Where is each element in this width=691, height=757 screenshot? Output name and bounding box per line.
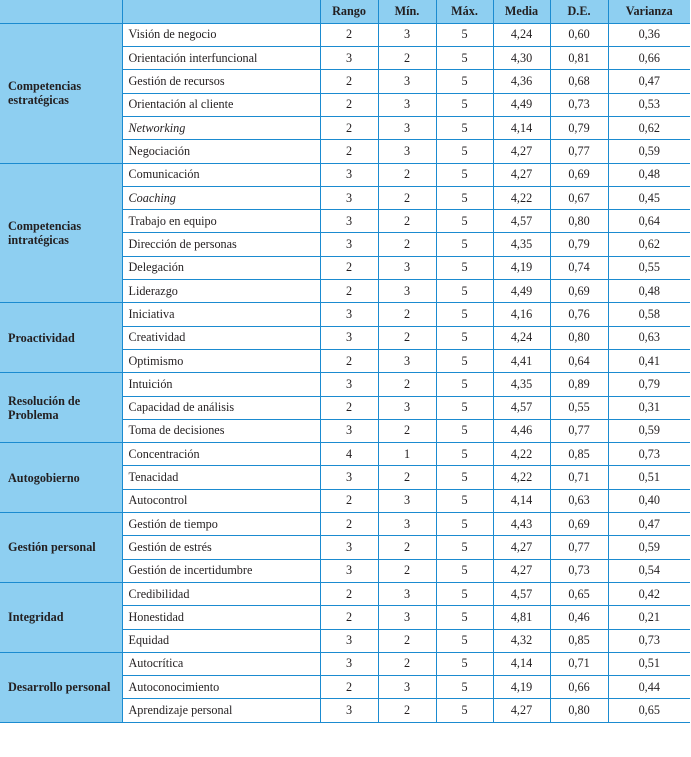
item-cell: Optimismo [122,349,320,372]
max-cell: 5 [436,419,493,442]
min-cell: 2 [378,303,436,326]
de-cell: 0,71 [550,466,608,489]
item-cell: Dirección de personas [122,233,320,256]
de-cell: 0,69 [550,280,608,303]
varianza-cell: 0,59 [608,419,690,442]
varianza-cell: 0,65 [608,699,690,722]
rango-cell: 2 [320,70,378,93]
max-cell: 5 [436,536,493,559]
max-cell: 5 [436,606,493,629]
category-cell: Autogobierno [0,443,122,513]
rango-cell: 3 [320,47,378,70]
item-cell: Intuición [122,373,320,396]
media-cell: 4,49 [493,93,550,116]
table-row [0,652,690,675]
min-cell: 2 [378,536,436,559]
item-cell: Toma de decisiones [122,419,320,442]
media-cell: 4,27 [493,536,550,559]
min-cell: 3 [378,256,436,279]
varianza-cell: 0,62 [608,116,690,139]
item-cell: Gestión de tiempo [122,513,320,536]
max-cell: 5 [436,256,493,279]
varianza-cell: 0,40 [608,489,690,512]
media-cell: 4,14 [493,489,550,512]
min-cell: 2 [378,210,436,233]
varianza-cell: 0,59 [608,140,690,163]
min-cell: 3 [378,489,436,512]
rango-cell: 2 [320,140,378,163]
de-cell: 0,79 [550,233,608,256]
table-row [0,582,690,605]
de-cell: 0,60 [550,23,608,46]
varianza-cell: 0,58 [608,303,690,326]
rango-cell: 2 [320,582,378,605]
media-cell: 4,57 [493,582,550,605]
rango-cell: 3 [320,536,378,559]
rango-cell: 3 [320,163,378,186]
max-cell: 5 [436,466,493,489]
rango-cell: 4 [320,443,378,466]
de-cell: 0,79 [550,116,608,139]
category-cell: Integridad [0,582,122,652]
de-cell: 0,69 [550,513,608,536]
item-cell: Coaching [122,186,320,209]
max-cell: 5 [436,47,493,70]
header-row [0,0,690,23]
item-cell: Equidad [122,629,320,652]
item-cell: Trabajo en equipo [122,210,320,233]
media-cell: 4,81 [493,606,550,629]
max-cell: 5 [436,652,493,675]
max-cell: 5 [436,396,493,419]
varianza-cell: 0,36 [608,23,690,46]
max-cell: 5 [436,629,493,652]
media-cell: 4,46 [493,419,550,442]
rango-cell: 3 [320,233,378,256]
max-cell: 5 [436,116,493,139]
rango-cell: 3 [320,699,378,722]
item-cell: Orientación al cliente [122,93,320,116]
rango-cell: 2 [320,513,378,536]
min-cell: 3 [378,70,436,93]
min-cell: 2 [378,466,436,489]
media-cell: 4,27 [493,559,550,582]
max-cell: 5 [436,140,493,163]
max-cell: 5 [436,163,493,186]
de-cell: 0,63 [550,489,608,512]
item-cell: Honestidad [122,606,320,629]
min-cell: 3 [378,140,436,163]
table-row [0,23,690,46]
media-cell: 4,57 [493,210,550,233]
max-cell: 5 [436,349,493,372]
de-cell: 0,69 [550,163,608,186]
rango-cell: 3 [320,186,378,209]
varianza-cell: 0,41 [608,349,690,372]
header-rango: Rango [320,0,378,23]
media-cell: 4,22 [493,186,550,209]
rango-cell: 2 [320,676,378,699]
max-cell: 5 [436,210,493,233]
de-cell: 0,68 [550,70,608,93]
min-cell: 2 [378,326,436,349]
de-cell: 0,65 [550,582,608,605]
rango-cell: 2 [320,349,378,372]
varianza-cell: 0,48 [608,163,690,186]
de-cell: 0,80 [550,210,608,233]
de-cell: 0,74 [550,256,608,279]
max-cell: 5 [436,559,493,582]
max-cell: 5 [436,186,493,209]
de-cell: 0,77 [550,536,608,559]
media-cell: 4,27 [493,163,550,186]
max-cell: 5 [436,489,493,512]
item-cell: Autocontrol [122,489,320,512]
min-cell: 3 [378,582,436,605]
de-cell: 0,77 [550,419,608,442]
min-cell: 2 [378,699,436,722]
item-cell: Orientación interfuncional [122,47,320,70]
media-cell: 4,36 [493,70,550,93]
table-row [0,303,690,326]
max-cell: 5 [436,676,493,699]
min-cell: 2 [378,163,436,186]
max-cell: 5 [436,513,493,536]
de-cell: 0,46 [550,606,608,629]
category-cell: Competencias intratégicas [0,163,122,303]
item-cell: Concentración [122,443,320,466]
rango-cell: 3 [320,210,378,233]
rango-cell: 2 [320,116,378,139]
item-cell: Creatividad [122,326,320,349]
varianza-cell: 0,79 [608,373,690,396]
item-cell: Negociación [122,140,320,163]
rango-cell: 3 [320,652,378,675]
media-cell: 4,35 [493,373,550,396]
rango-cell: 3 [320,326,378,349]
item-cell: Delegación [122,256,320,279]
media-cell: 4,49 [493,280,550,303]
max-cell: 5 [436,303,493,326]
rango-cell: 3 [320,303,378,326]
max-cell: 5 [436,443,493,466]
max-cell: 5 [436,70,493,93]
item-cell: Iniciativa [122,303,320,326]
item-cell: Autoconocimiento [122,676,320,699]
max-cell: 5 [436,280,493,303]
varianza-cell: 0,45 [608,186,690,209]
varianza-cell: 0,47 [608,70,690,93]
varianza-cell: 0,64 [608,210,690,233]
rango-cell: 2 [320,280,378,303]
min-cell: 3 [378,280,436,303]
item-cell: Visión de negocio [122,23,320,46]
header-max: Máx. [436,0,493,23]
min-cell: 3 [378,93,436,116]
rango-cell: 2 [320,396,378,419]
varianza-cell: 0,31 [608,396,690,419]
varianza-cell: 0,73 [608,443,690,466]
varianza-cell: 0,44 [608,676,690,699]
item-cell: Networking [122,116,320,139]
rango-cell: 2 [320,256,378,279]
max-cell: 5 [436,326,493,349]
min-cell: 2 [378,559,436,582]
de-cell: 0,85 [550,629,608,652]
varianza-cell: 0,62 [608,233,690,256]
max-cell: 5 [436,699,493,722]
varianza-cell: 0,66 [608,47,690,70]
rango-cell: 2 [320,606,378,629]
min-cell: 3 [378,23,436,46]
media-cell: 4,32 [493,629,550,652]
min-cell: 3 [378,676,436,699]
varianza-cell: 0,48 [608,280,690,303]
de-cell: 0,64 [550,349,608,372]
de-cell: 0,81 [550,47,608,70]
de-cell: 0,67 [550,186,608,209]
de-cell: 0,80 [550,326,608,349]
media-cell: 4,57 [493,396,550,419]
category-cell: Proactividad [0,303,122,373]
header-category [0,0,122,23]
media-cell: 4,30 [493,47,550,70]
media-cell: 4,27 [493,699,550,722]
rango-cell: 2 [320,93,378,116]
media-cell: 4,43 [493,513,550,536]
de-cell: 0,55 [550,396,608,419]
de-cell: 0,73 [550,93,608,116]
rango-cell: 3 [320,559,378,582]
item-cell: Gestión de recursos [122,70,320,93]
de-cell: 0,77 [550,140,608,163]
max-cell: 5 [436,233,493,256]
min-cell: 2 [378,419,436,442]
media-cell: 4,27 [493,140,550,163]
varianza-cell: 0,73 [608,629,690,652]
table-row [0,443,690,466]
max-cell: 5 [436,93,493,116]
media-cell: 4,35 [493,233,550,256]
min-cell: 2 [378,233,436,256]
min-cell: 3 [378,116,436,139]
max-cell: 5 [436,373,493,396]
varianza-cell: 0,51 [608,652,690,675]
de-cell: 0,71 [550,652,608,675]
item-cell: Credibilidad [122,582,320,605]
rango-cell: 2 [320,23,378,46]
de-cell: 0,85 [550,443,608,466]
rango-cell: 3 [320,629,378,652]
category-cell: Resolución de Problema [0,373,122,443]
min-cell: 3 [378,513,436,536]
media-cell: 4,24 [493,326,550,349]
table-row [0,163,690,186]
min-cell: 3 [378,396,436,419]
item-cell: Capacidad de análisis [122,396,320,419]
rango-cell: 3 [320,373,378,396]
varianza-cell: 0,51 [608,466,690,489]
media-cell: 4,41 [493,349,550,372]
category-cell: Desarrollo personal [0,652,122,722]
de-cell: 0,73 [550,559,608,582]
min-cell: 1 [378,443,436,466]
header-varianza: Varianza [608,0,690,23]
media-cell: 4,14 [493,116,550,139]
min-cell: 3 [378,606,436,629]
item-cell: Liderazgo [122,280,320,303]
header-min: Mín. [378,0,436,23]
table-row [0,513,690,536]
item-cell: Autocrítica [122,652,320,675]
varianza-cell: 0,55 [608,256,690,279]
de-cell: 0,89 [550,373,608,396]
item-cell: Gestión de estrés [122,536,320,559]
varianza-cell: 0,42 [608,582,690,605]
item-cell: Tenacidad [122,466,320,489]
varianza-cell: 0,47 [608,513,690,536]
min-cell: 2 [378,186,436,209]
media-cell: 4,19 [493,256,550,279]
varianza-cell: 0,53 [608,93,690,116]
max-cell: 5 [436,582,493,605]
media-cell: 4,19 [493,676,550,699]
category-cell: Competencias estratégicas [0,23,122,163]
media-cell: 4,22 [493,466,550,489]
category-cell: Gestión personal [0,513,122,583]
varianza-cell: 0,63 [608,326,690,349]
media-cell: 4,16 [493,303,550,326]
media-cell: 4,14 [493,652,550,675]
rango-cell: 3 [320,466,378,489]
header-item [122,0,320,23]
rango-cell: 2 [320,489,378,512]
table-row [0,373,690,396]
varianza-cell: 0,59 [608,536,690,559]
media-cell: 4,24 [493,23,550,46]
item-cell: Aprendizaje personal [122,699,320,722]
header-de: D.E. [550,0,608,23]
min-cell: 2 [378,652,436,675]
min-cell: 2 [378,629,436,652]
de-cell: 0,66 [550,676,608,699]
varianza-cell: 0,54 [608,559,690,582]
varianza-cell: 0,21 [608,606,690,629]
media-cell: 4,22 [493,443,550,466]
de-cell: 0,80 [550,699,608,722]
item-cell: Comunicación [122,163,320,186]
max-cell: 5 [436,23,493,46]
min-cell: 2 [378,47,436,70]
header-media: Media [493,0,550,23]
min-cell: 2 [378,373,436,396]
min-cell: 3 [378,349,436,372]
rango-cell: 3 [320,419,378,442]
de-cell: 0,76 [550,303,608,326]
item-cell: Gestión de incertidumbre [122,559,320,582]
